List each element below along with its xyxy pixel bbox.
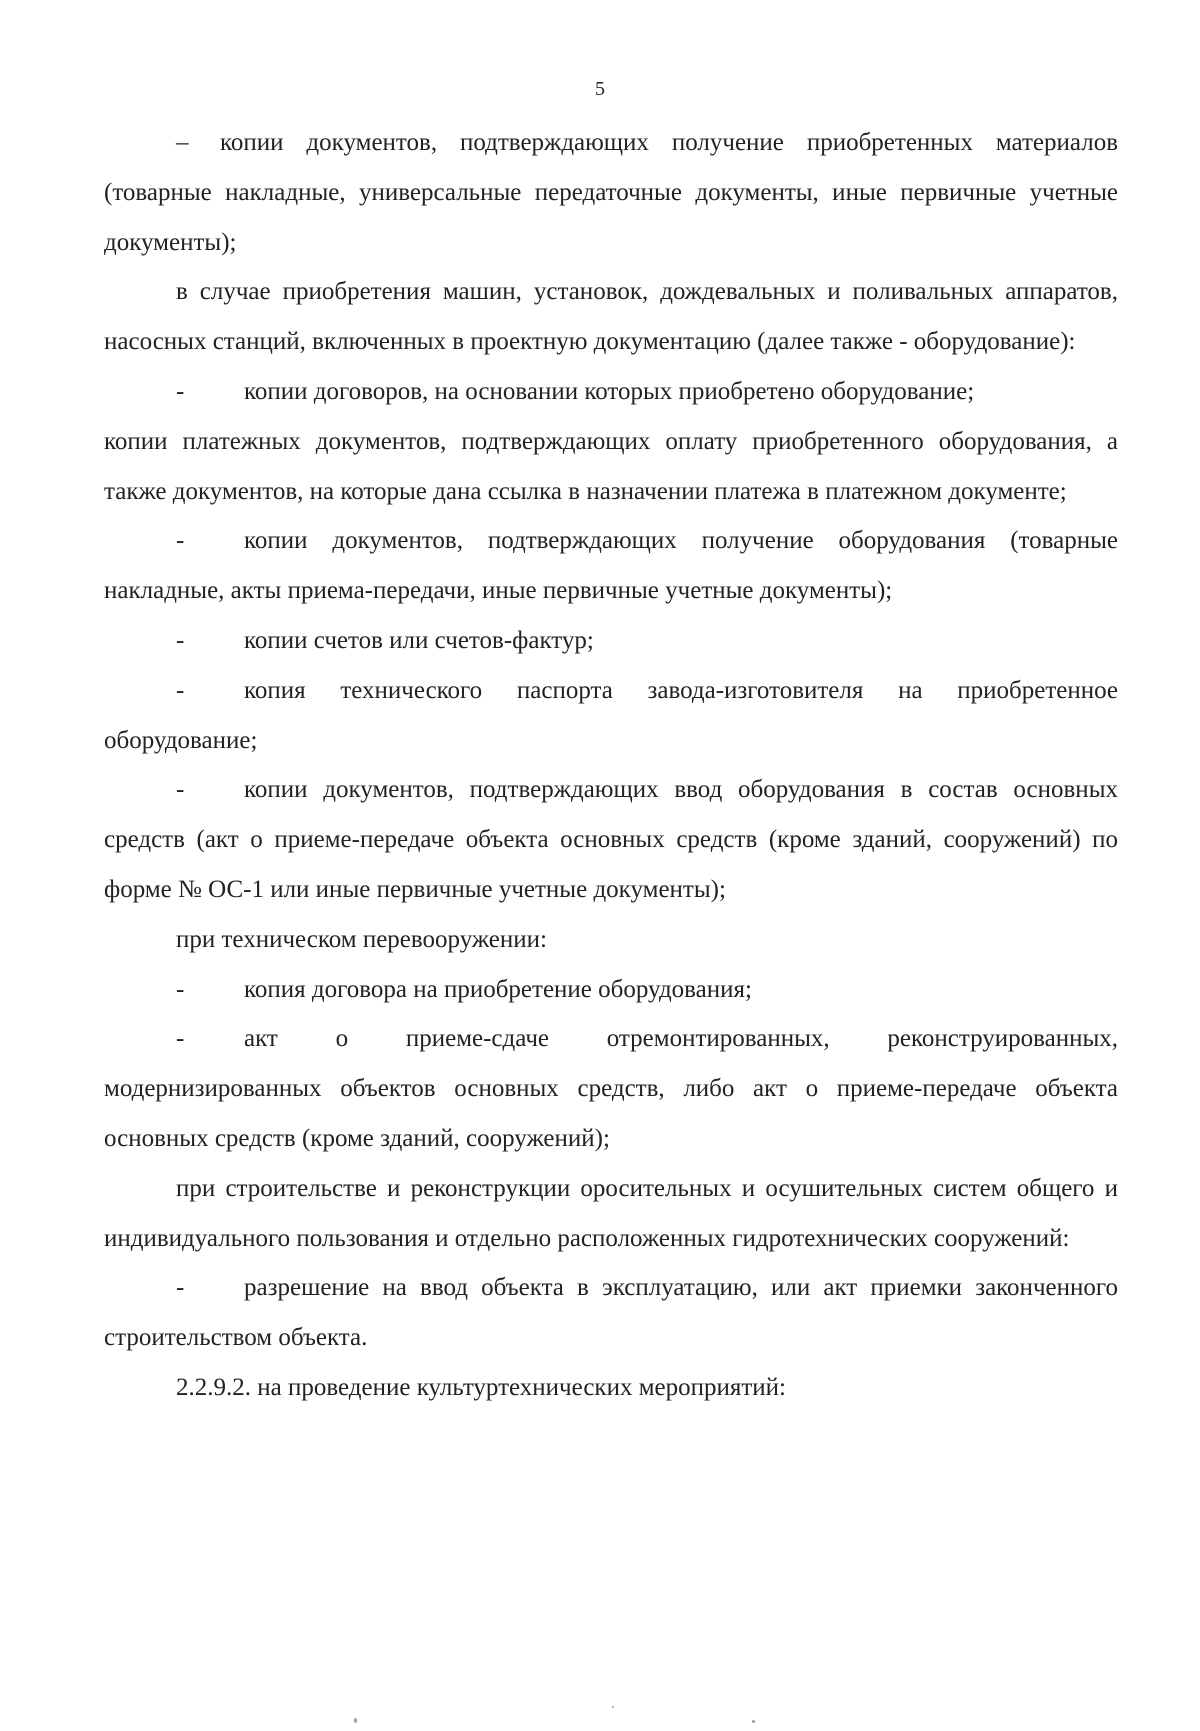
- page-number: 5: [595, 78, 605, 100]
- list-dash: -: [176, 1025, 185, 1053]
- list-dash: –: [176, 129, 189, 156]
- list-dash: -: [176, 676, 185, 704]
- list-item-text: разрешение на ввод объекта в эксплуатацию, или акт приемки законченного строительством объекта.: [104, 1274, 1118, 1352]
- list-item: [104, 1014, 1118, 1163]
- list-item-text: копии документов, подтверждающих ввод оборудования в состав основных средств (акт о приеме-передаче объекта основных средств (кроме зданий, сооружений) по форме № ОС-1 или иные первичные учетные документы);: [104, 776, 1118, 903]
- list-item: [104, 666, 1118, 766]
- document-body: [104, 118, 1118, 1413]
- list-item: [104, 616, 1118, 666]
- paragraph: при строительстве и реконструкции оросительных и осушительных систем общего и индивидуального пользования и отдельно расположенных гидротехнических сооружений:: [104, 1174, 1118, 1252]
- list-item-text: копии счетов или счетов-фактур;: [244, 626, 594, 654]
- list-dash: -: [176, 1274, 185, 1302]
- scan-speck: [612, 1706, 614, 1708]
- paragraph: при техническом перевооружении:: [176, 925, 547, 953]
- list-item: [104, 118, 1118, 267]
- list-item-text: копия технического паспорта завода-изготовителя на приобретенное оборудование;: [104, 676, 1118, 754]
- list-dash: -: [176, 975, 185, 1003]
- section-heading: 2.2.9.2. на проведение культуртехнических мероприятий:: [176, 1373, 786, 1401]
- list-item: [104, 765, 1118, 914]
- scan-artifacts: [0, 1690, 1200, 1731]
- list-item-text: копии документов, подтверждающих получение приобретенных материалов (товарные накладные, универсальные передаточные документы, иные первичные учетные документы);: [104, 129, 1118, 256]
- list-dash: -: [176, 626, 185, 654]
- list-dash: -: [176, 377, 185, 405]
- list-item: [104, 1263, 1118, 1363]
- list-item-text: акт о приеме-сдаче отремонтированных, реконструированных, модернизированных объектов основных средств, либо акт о приеме-передаче объекта основных средств (кроме зданий, сооружений);: [104, 1025, 1118, 1152]
- paragraph: копии платежных документов, подтверждающих оплату приобретенного оборудования, а также документов, на которые дана ссылка в назначении платежа в платежном документе;: [104, 427, 1118, 505]
- list-item: [104, 965, 1118, 1015]
- list-item-text: копии документов, подтверждающих получение оборудования (товарные накладные, акты приема-передачи, иные первичные учетные документы);: [104, 527, 1118, 605]
- list-dash: -: [176, 527, 185, 555]
- paragraph: в случае приобретения машин, установок, дождевальных и поливальных аппаратов, насосных станций, включенных в проектную документацию (далее также - оборудование):: [104, 278, 1118, 356]
- scan-speck: [354, 1718, 357, 1723]
- list-item: [104, 516, 1118, 616]
- list-dash: -: [176, 776, 185, 804]
- scan-speck: [752, 1720, 755, 1723]
- list-item: [104, 367, 1118, 417]
- list-item-text: копии договоров, на основании которых приобретено оборудование;: [244, 377, 975, 405]
- list-item-text: копия договора на приобретение оборудования;: [244, 975, 752, 1003]
